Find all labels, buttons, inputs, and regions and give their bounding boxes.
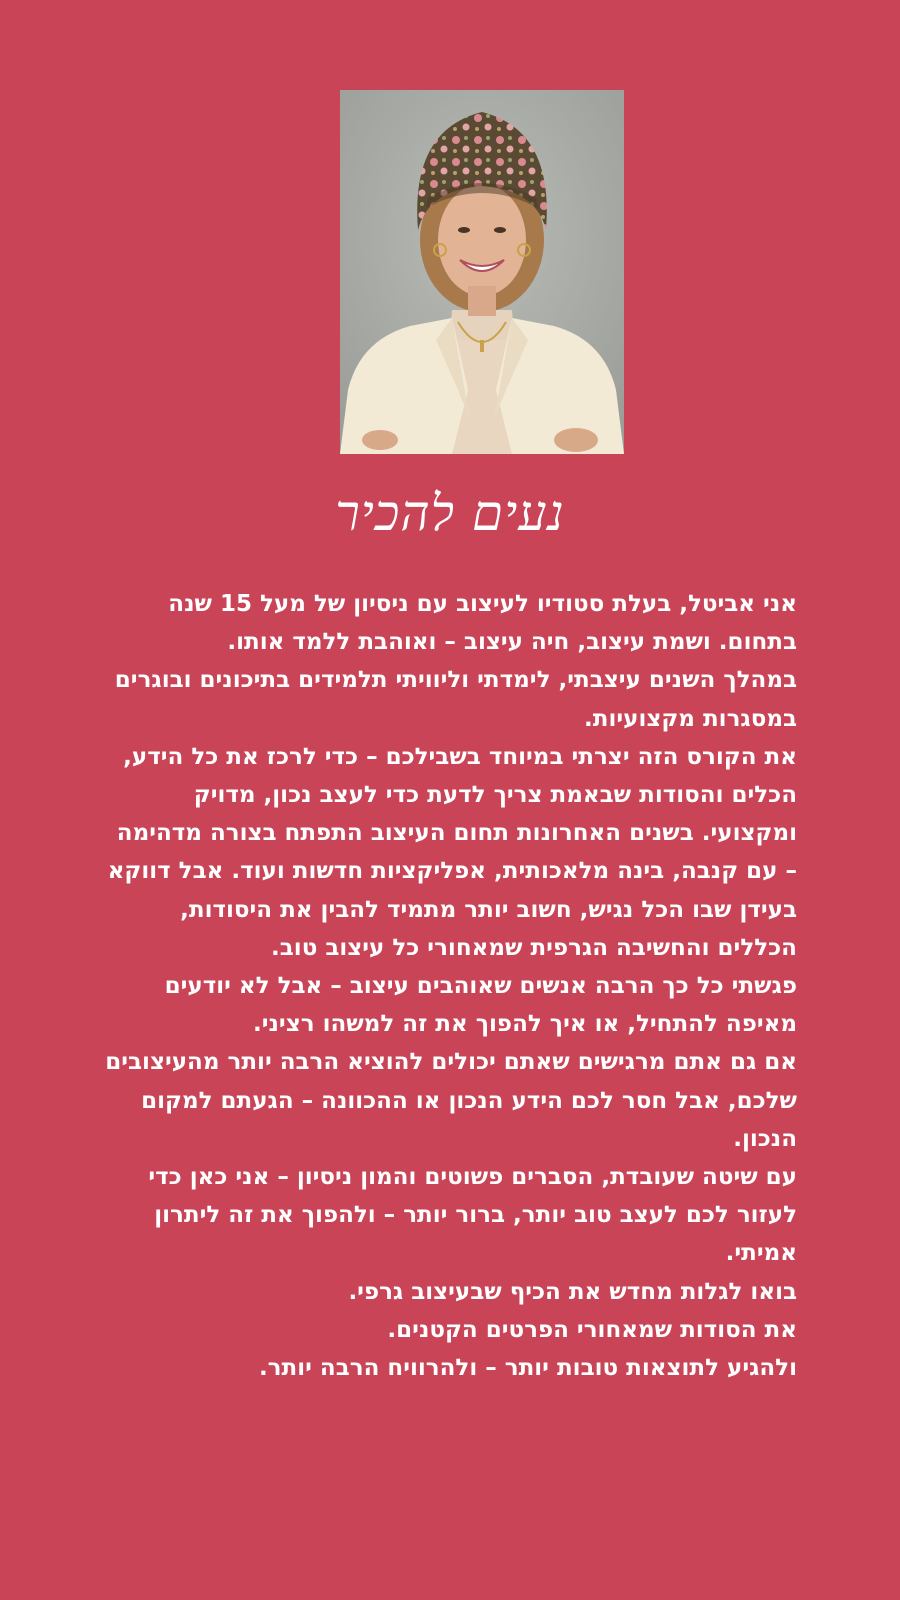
intro-text (100, 585, 797, 1387)
page-title: נעים להכיר (335, 484, 565, 542)
intro-paragraph: פגשתי כל כך הרבה אנשים שאוהבים עיצוב – אבל לא יודעים מאיפה להתחיל, או איך להפוך את זה למשהו רציני. (164, 973, 797, 1038)
portrait-illustration (340, 90, 624, 454)
intro-paragraph: את הקורס הזה יצרתי במיוחד בשבילכם – כדי לרכז את כל הידע, הכלים והסודות שבאמת צריך לדעת כדי לעצב נכון, מדויק ומקצועי. בשנים האחרונות תחום העיצוב התפתח בצורה מדהימה – עם קנבה, בינה מלאכותית, אפליקציות חדשות ועוד. אבל דווקא בעידן שבו הכל נגיש, חשוב יותר מתמיד להבין את היסודות, הכללים והחשיבה הגרפית שמאחורי כל עיצוב טוב. (107, 743, 797, 961)
intro-paragraph: במהלך השנים עיצבתי, לימדתי וליוויתי תלמידים בתיכונים ובוגרים במסגרות מקצועיות. (114, 667, 797, 732)
intro-paragraph: בואו לגלות מחדש את הכיף שבעיצוב גרפי. (348, 1278, 797, 1305)
portrait-photo (340, 90, 624, 454)
intro-paragraph: את הסודות שמאחורי הפרטים הקטנים. (387, 1316, 797, 1343)
intro-paragraph: ולהגיע לתוצאות טובות יותר – ולהרוויח הרבה יותר. (258, 1355, 797, 1382)
intro-paragraph: עם שיטה שעובדת, הסברים פשוטים והמון ניסיון – אני כאן כדי לעזור לכם לעצב טוב יותר, ברור יותר – ולהפוך את זה ליתרון אמיתי. (148, 1164, 797, 1267)
intro-paragraph: אני אביטל, בעלת סטודיו לעיצוב עם ניסיון של מעל 15 שנה בתחום. ושמת עיצוב, חיה עיצוב – ואוהבת ללמד אותו. (168, 591, 797, 656)
intro-paragraph: אם גם אתם מרגישים שאתם יכולים להוציא הרבה יותר מהעיצובים שלכם, אבל חסר לכם הידע הנכון או ההכוונה – הגעתם למקום הנכון. (105, 1049, 797, 1152)
